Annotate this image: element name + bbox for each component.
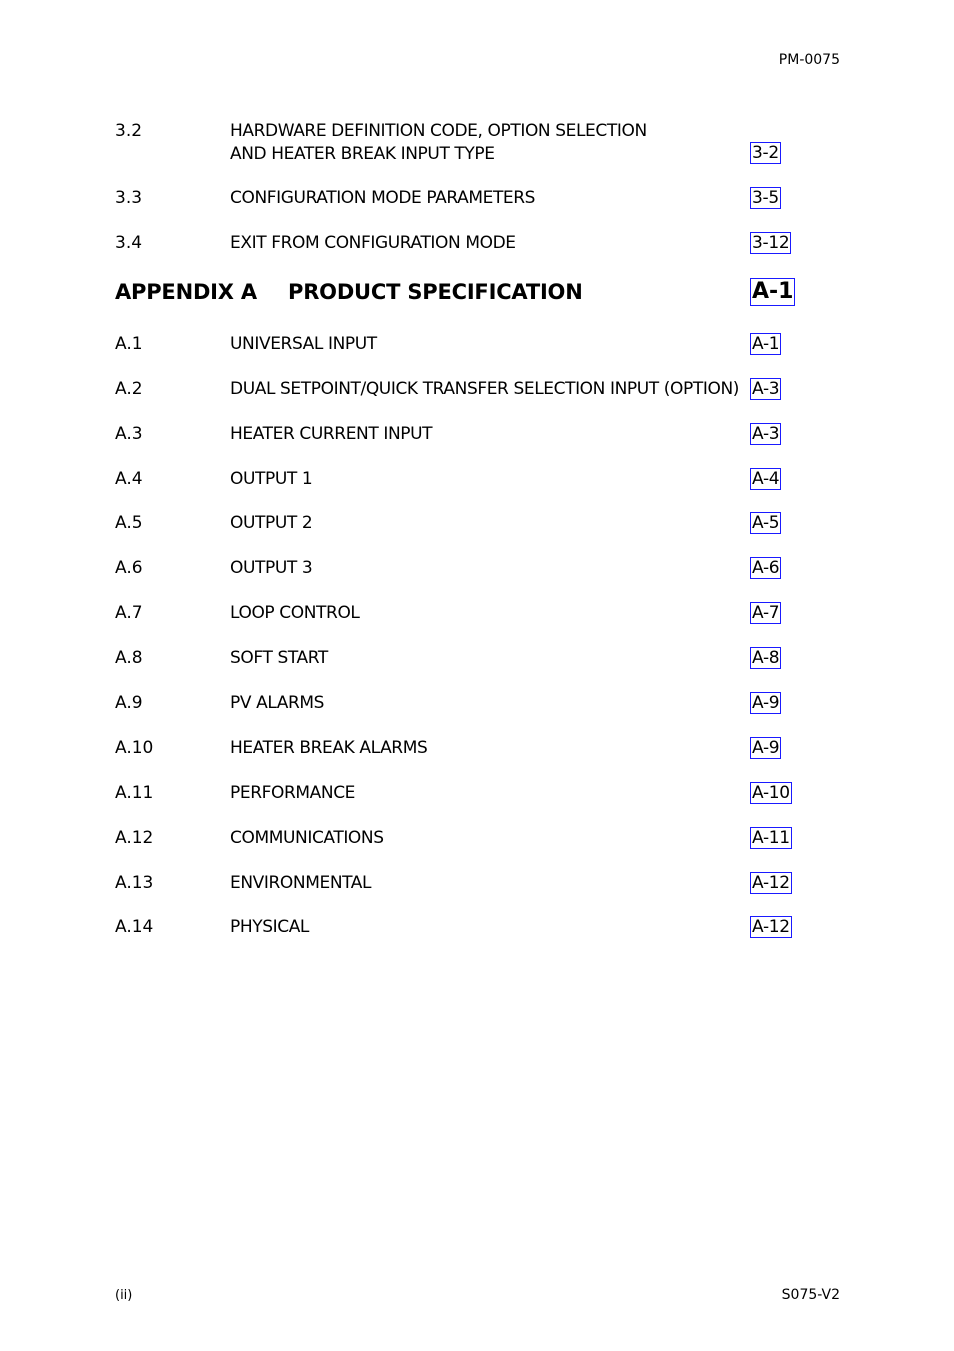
toc-entry-a-1 [115,333,835,359]
toc-entry-number: A.10 [115,738,154,758]
toc-entry-title: UNIVERSAL INPUT [230,334,377,354]
toc-entry-number: A.6 [115,558,143,578]
footer-page-label: (ii) [115,1288,133,1303]
toc-entry-number: A.13 [115,873,154,893]
toc-entry-a-7 [115,602,835,628]
toc-entry-a-5 [115,512,835,538]
footer-doc-revision: S075-V2 [781,1287,840,1303]
toc-entry-number: 3.2 [115,121,143,141]
toc-entry-number: A.4 [115,469,143,489]
toc-entry-number: A.3 [115,424,143,444]
toc-entry-number: A.5 [115,513,143,533]
toc-entry-title-line-2: AND HEATER BREAK INPUT TYPE [230,144,495,164]
toc-entry-number: 3.3 [115,188,143,208]
toc-page-link[interactable]: 3-12 [752,233,790,253]
toc-entry-number: A.1 [115,334,143,354]
toc-entry-a-6 [115,557,835,583]
toc-entry-title: LOOP CONTROL [230,603,360,623]
toc-entry-number: A.2 [115,379,143,399]
toc-entry-title: CONFIGURATION MODE PARAMETERS [230,188,536,208]
appendix-title: PRODUCT SPECIFICATION [288,280,583,304]
toc-entry-a-13 [115,872,835,898]
toc-entry-title: PHYSICAL [230,917,309,937]
toc-entry-number: A.11 [115,783,154,803]
toc-page-link[interactable]: A-7 [752,603,780,623]
toc-page-link[interactable]: 3-2 [752,143,779,163]
toc-page-link[interactable]: A-1 [752,334,780,354]
toc-entry-title [230,120,647,166]
appendix-heading [115,280,835,310]
toc-entry-number: A.7 [115,603,143,623]
toc-entry-title: OUTPUT 1 [230,469,313,489]
toc-entry-3-3 [115,187,835,213]
toc-entry-a-2 [115,378,835,404]
toc-page-link[interactable]: A-12 [752,873,790,893]
toc-entry-a-10 [115,737,835,763]
toc-page-link[interactable]: A-8 [752,648,780,668]
appendix-label: APPENDIX A [115,280,257,304]
toc-entry-a-3 [115,423,835,449]
toc-page-link[interactable]: A-12 [752,917,790,937]
toc-page-link[interactable]: A-4 [752,469,780,489]
toc-entry-title: OUTPUT 2 [230,513,313,533]
toc-entry-title: PERFORMANCE [230,783,356,803]
toc-page-link[interactable]: A-3 [752,424,780,444]
toc-entry-a-4 [115,468,835,494]
appendix-page-link[interactable]: A-1 [752,279,794,304]
toc-entry-title: EXIT FROM CONFIGURATION MODE [230,233,516,253]
toc-page-link[interactable]: A-5 [752,513,780,533]
toc-entry-title: DUAL SETPOINT/QUICK TRANSFER SELECTION INPUT (OPTION) [230,379,739,399]
toc-entry-number: A.9 [115,693,143,713]
toc-entry-title: ENVIRONMENTAL [230,873,372,893]
toc-page-link[interactable]: A-6 [752,558,780,578]
toc-entry-3-4 [115,232,835,258]
toc-entry-title: OUTPUT 3 [230,558,313,578]
toc-entry-number: A.12 [115,828,154,848]
toc-entry-title: HEATER CURRENT INPUT [230,424,433,444]
toc-page-link[interactable]: A-11 [752,828,790,848]
toc-entry-a-14 [115,916,835,942]
toc-page-link[interactable]: A-10 [752,783,790,803]
toc-page-link[interactable]: A-9 [752,693,780,713]
toc-entry-title: HEATER BREAK ALARMS [230,738,428,758]
toc-entry-title: SOFT START [230,648,328,668]
toc-page-link[interactable]: A-9 [752,738,780,758]
toc-entry-3-2 [115,120,835,168]
toc-page-link[interactable]: A-3 [752,379,780,399]
toc-entry-a-9 [115,692,835,718]
toc-entry-number: A.14 [115,917,154,937]
toc-entry-title: COMMUNICATIONS [230,828,384,848]
toc-entry-a-12 [115,827,835,853]
document-code: PM-0075 [778,52,840,68]
toc-entry-a-8 [115,647,835,673]
toc-entry-title: PV ALARMS [230,693,325,713]
toc-entry-number: 3.4 [115,233,143,253]
toc-entry-a-11 [115,782,835,808]
toc-entry-number: A.8 [115,648,143,668]
toc-entry-title-line-1: HARDWARE DEFINITION CODE, OPTION SELECTION [230,121,647,141]
toc-page-link[interactable]: 3-5 [752,188,779,208]
